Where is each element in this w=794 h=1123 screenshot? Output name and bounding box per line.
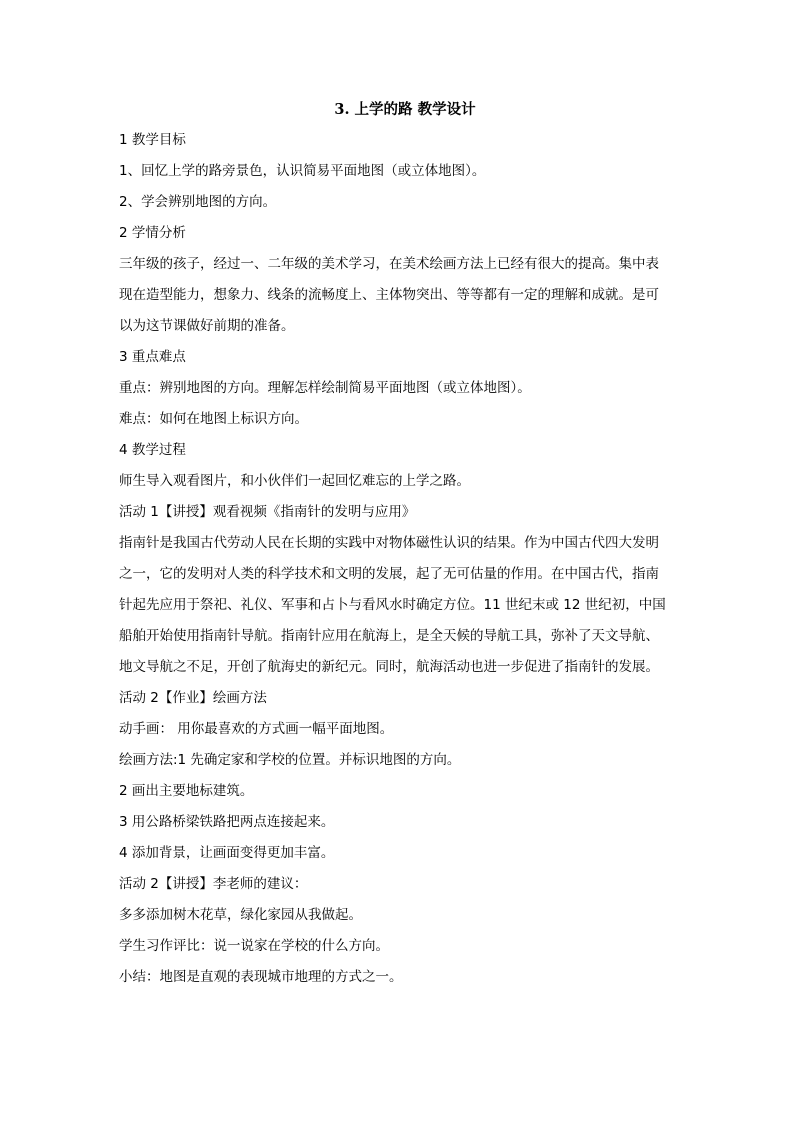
objective-2: 2、学会辨别地图的方向。 bbox=[119, 194, 277, 210]
objective-1: 1、回忆上学的路旁景色，认识简易平面地图（或立体地图）。 bbox=[119, 163, 486, 179]
intro: 师生导入观看图片，和小伙伴们一起回忆难忘的上学之路。 bbox=[119, 473, 470, 489]
summary: 小结：地图是直观的表现城市地理的方式之一。 bbox=[119, 969, 403, 985]
paragraph-line: 现在造型能力，想象力、线条的流畅度上、主体物突出、等等都有一定的理解和成就。是可 bbox=[119, 287, 659, 303]
document-title: 3. 上学的路 教学设计 bbox=[334, 101, 476, 118]
heading-objectives: 1 教学目标 bbox=[119, 132, 186, 148]
paragraph-line: 指南针是我国古代劳动人民在长期的实践中对物体磁性认识的结果。作为中国古代四大发明 bbox=[119, 535, 659, 551]
analysis-paragraph bbox=[119, 249, 679, 342]
paragraph-line: 三年级的孩子，经过一、二年级的美术学习，在美术绘画方法上已经有很大的提高。集中表 bbox=[119, 256, 659, 272]
heading-key-points: 3 重点难点 bbox=[119, 349, 186, 365]
difficult-point: 难点：如何在地图上标识方向。 bbox=[119, 411, 308, 427]
method-step-3: 3 用公路桥梁铁路把两点连接起来。 bbox=[119, 814, 335, 830]
key-point: 重点：辨别地图的方向。理解怎样绘制简易平面地图（或立体地图）。 bbox=[119, 380, 531, 396]
hands-on: 动手画： 用你最喜欢的方式画一幅平面地图。 bbox=[119, 721, 394, 737]
peer-review: 学生习作评比：说一说家在学校的什么方向。 bbox=[119, 938, 389, 954]
paragraph-line: 地文导航之不足，开创了航海史的新纪元。同时，航海活动也进一步促进了指南针的发展。 bbox=[119, 659, 659, 675]
document-page bbox=[119, 100, 679, 998]
activity-2-lecture: 活动 2【讲授】李老师的建议： bbox=[119, 876, 308, 892]
heading-analysis: 2 学情分析 bbox=[119, 225, 186, 241]
compass-paragraph bbox=[119, 528, 679, 683]
heading-process: 4 教学过程 bbox=[119, 442, 186, 458]
paragraph-line: 之一，它的发明对人类的科学技术和文明的发展，起了无可估量的作用。在中国古代，指南 bbox=[119, 566, 659, 582]
paragraph-line: 船舶开始使用指南针导航。指南针应用在航海上，是全天候的导航工具，弥补了天文导航、 bbox=[119, 628, 659, 644]
document-body bbox=[119, 130, 679, 988]
method-step-2: 2 画出主要地标建筑。 bbox=[119, 783, 254, 799]
paragraph-line: 针起先应用于祭祀、礼仪、军事和占卜与看风水时确定方位。11 世纪末或 12 世纪初，中国 bbox=[119, 597, 666, 613]
method-step-1: 绘画方法:1 先确定家和学校的位置。并标识地图的方向。 bbox=[119, 752, 461, 768]
activity-2-homework: 活动 2【作业】绘画方法 bbox=[119, 690, 267, 706]
paragraph-line: 以为这节课做好前期的准备。 bbox=[119, 318, 295, 334]
method-step-4: 4 添加背景，让画面变得更加丰富。 bbox=[119, 845, 335, 861]
activity-1: 活动 1【讲授】观看视频《指南针的发明与应用》 bbox=[119, 504, 416, 520]
suggestion: 多多添加树木花草，绿化家园从我做起。 bbox=[119, 907, 362, 923]
